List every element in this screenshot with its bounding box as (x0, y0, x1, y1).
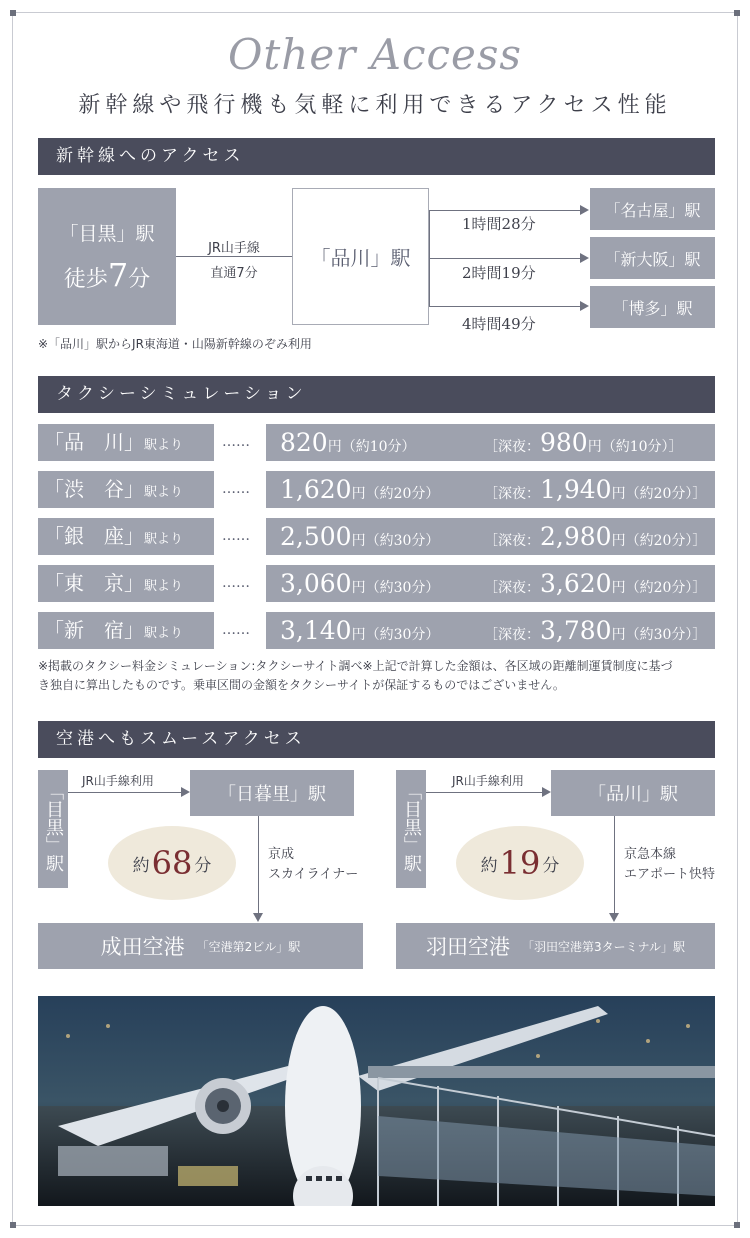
day-fare: 1,620円（約20分） (280, 475, 440, 504)
transfer-line-label: 京成 スカイライナー (268, 847, 359, 882)
origin-station-label: 「目黒」駅 (59, 223, 155, 245)
connector-line (426, 792, 543, 793)
connector-line (68, 792, 181, 793)
corner-ornament (734, 10, 740, 16)
transfer-line-label: 京急本線 エアポート快特 (624, 847, 716, 882)
airport-box-haneda: 羽田空港 「羽田空港第3ターミナル」駅 (396, 923, 715, 969)
hub-station-box: 「品川」駅 (292, 188, 429, 325)
night-fare: ［深夜：3,780円（約30分）］ (484, 616, 707, 645)
airport-box-narita: 成田空港 「空港第2ビル」駅 (38, 923, 363, 969)
total-time-badge: 約 19 分 (456, 826, 584, 900)
section-header-taxi: タクシーシミュレーション (38, 376, 715, 413)
line-name: JR山手線 (208, 241, 260, 256)
taxi-fare-row (266, 471, 715, 508)
arrow-right-icon (580, 205, 589, 215)
arrow-right-icon (542, 787, 551, 797)
taxi-origin-label: 「東 京」駅より (38, 565, 214, 602)
airplane-photo (38, 996, 715, 1206)
section-header-shinkansen: 新幹線へのアクセス (38, 138, 715, 175)
day-fare: 2,500円（約30分） (280, 522, 440, 551)
corner-ornament (734, 1222, 740, 1228)
branch-line (429, 258, 581, 259)
night-fare: ［深夜：1,940円（約20分）］ (484, 475, 707, 504)
connector-line (176, 256, 292, 257)
arrow-down-icon (609, 913, 619, 922)
arrow-down-icon (253, 913, 263, 922)
connector-line (614, 816, 615, 914)
via-station-box: 「日暮里」駅 (190, 770, 354, 816)
origin-walk-time: 徒歩7分 (63, 256, 151, 294)
night-fare: ［深夜：980円（約10分）］ (484, 428, 683, 457)
destination-station: 「名古屋」駅 (590, 188, 715, 230)
branch-line (429, 210, 581, 211)
arrow-right-icon (580, 253, 589, 263)
leader-dots: …… (222, 622, 250, 638)
english-title: Other Access (228, 30, 522, 79)
via-station-box: 「品川」駅 (551, 770, 715, 816)
arrow-right-icon (580, 301, 589, 311)
airplane-illustration (38, 996, 715, 1206)
airport-line-label: JR山手線利用 (82, 774, 154, 788)
taxi-origin-label: 「品 川」駅より (38, 424, 214, 461)
leader-dots: …… (222, 528, 250, 544)
taxi-note: ※掲載のタクシー料金シミュレーション:タクシーサイト調べ※上記で計算した金額は、各区域の距離制運賃制度に基づ き独自に算出したものです。乗車区間の金額をタクシーサイトが保証するものではございません。 (38, 659, 673, 692)
origin-station-vertical (396, 770, 426, 888)
connector-line (258, 816, 259, 914)
taxi-origin-label: 「渋 谷」駅より (38, 471, 214, 508)
taxi-fare-row (266, 612, 715, 649)
destination-time: 4時間49分 (462, 315, 536, 333)
corner-ornament (10, 1222, 16, 1228)
taxi-origin-label: 「新 宿」駅より (38, 612, 214, 649)
destination-time: 2時間19分 (462, 264, 536, 282)
taxi-origin-label: 「銀 座」駅より (38, 518, 214, 555)
night-fare: ［深夜：2,980円（約20分）］ (484, 522, 707, 551)
destination-station: 「博多」駅 (590, 286, 715, 328)
line-time: 直通7分 (210, 266, 258, 281)
shinkansen-note: ※「品川」駅からJR東海道・山陽新幹線のぞみ利用 (38, 337, 312, 351)
airport-line-label: JR山手線利用 (452, 774, 524, 788)
day-fare: 820円（約10分） (280, 428, 416, 457)
origin-station-vertical (38, 770, 68, 888)
corner-ornament (10, 10, 16, 16)
destination-station: 「新大阪」駅 (590, 237, 715, 279)
leader-dots: …… (222, 575, 250, 591)
origin-station-box (38, 188, 176, 325)
leader-dots: …… (222, 481, 250, 497)
origin-vertical-text: 「目黒」駅 (43, 782, 64, 872)
taxi-fare-row (266, 424, 715, 461)
day-fare: 3,140円（約30分） (280, 616, 440, 645)
section-header-airport: 空港へもスムースアクセス (38, 721, 715, 758)
night-fare: ［深夜：3,620円（約20分）］ (484, 569, 707, 598)
page-subtitle: 新幹線や飛行機も気軽に利用できるアクセス性能 (78, 93, 672, 118)
taxi-fare-row (266, 565, 715, 602)
arrow-right-icon (181, 787, 190, 797)
leader-dots: …… (222, 434, 250, 450)
day-fare: 3,060円（約30分） (280, 569, 440, 598)
total-time-badge: 約 68 分 (108, 826, 236, 900)
branch-line (429, 306, 581, 307)
destination-time: 1時間28分 (462, 215, 536, 233)
origin-vertical-text: 「目黒」駅 (401, 782, 422, 872)
taxi-fare-row (266, 518, 715, 555)
